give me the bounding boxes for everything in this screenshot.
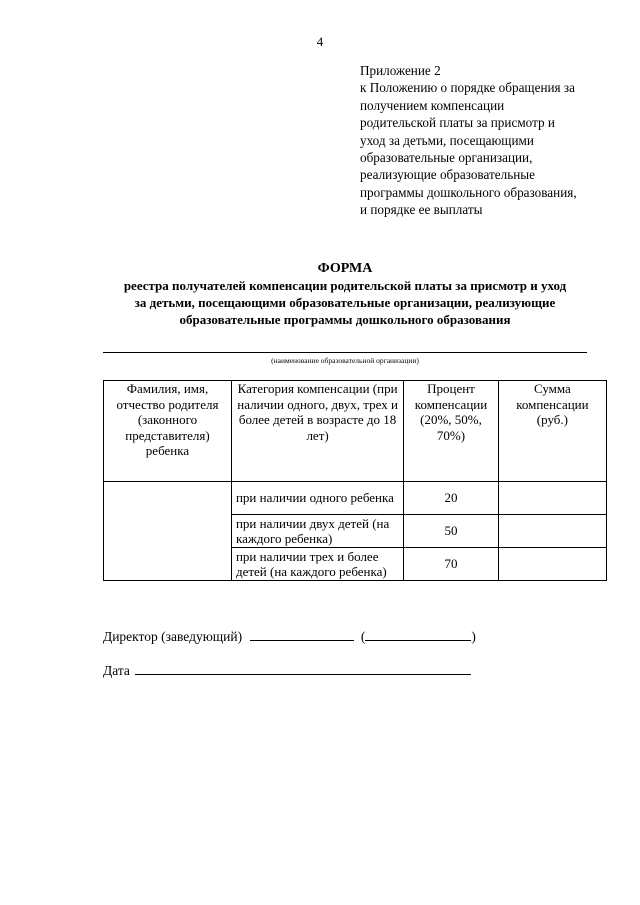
amount-cell[interactable] <box>498 515 606 548</box>
organization-name-field[interactable] <box>103 352 587 353</box>
paren-close: ) <box>471 629 476 644</box>
form-heading <box>100 260 590 328</box>
appendix-line: реализующие образовательные <box>360 167 535 183</box>
percent-cell: 70 <box>404 548 499 581</box>
category-cell: при наличии трех и более детей (на каждого ребенка) <box>231 548 403 581</box>
percent-cell: 50 <box>404 515 499 548</box>
page-number: 4 <box>316 34 324 49</box>
date-row <box>103 660 471 679</box>
amount-cell[interactable] <box>498 548 606 581</box>
header-parent-name: Фамилия, имя, отчество родителя (законного представителя) ребенка <box>104 381 232 482</box>
subtitle-line: образовательные программы дошкольного образования <box>179 312 511 327</box>
date-label: Дата <box>103 663 130 678</box>
organization-caption: (наименование образовательной организации) <box>271 356 419 365</box>
appendix-line: образовательные организации, <box>360 150 533 166</box>
paren-open: ( <box>360 629 366 644</box>
header-percent: Процент компенсации (20%, 50%, 70%) <box>404 381 499 482</box>
director-signature-field[interactable] <box>250 626 354 641</box>
appendix-line: уход за детьми, посещающими <box>360 132 534 148</box>
appendix-line: программы дошкольного образования, <box>360 184 577 200</box>
header-amount: Сумма компенсации (руб.) <box>498 381 606 482</box>
subtitle-line: за детьми, посещающими образовательные организации, реализующие <box>134 295 556 310</box>
appendix-line: к Положению о порядке обращения за <box>360 80 575 96</box>
director-signature-row <box>103 626 476 645</box>
appendix-line: родительской платы за присмотр и <box>360 115 555 131</box>
amount-cell[interactable] <box>498 482 606 515</box>
form-subtitle <box>100 277 590 328</box>
header-category: Категория компенсации (при наличии одного, двух, трех и более детей в возрасте до 18 лет) <box>231 381 403 482</box>
appendix-line: и порядке ее выплаты <box>360 202 483 218</box>
category-cell: при наличии двух детей (на каждого ребенка) <box>231 515 403 548</box>
parent-name-cell[interactable] <box>104 482 232 581</box>
table-header-row <box>104 381 607 482</box>
category-cell: при наличии одного ребенка <box>231 482 403 515</box>
appendix-note <box>360 62 610 219</box>
date-field[interactable] <box>135 660 471 675</box>
form-title: ФОРМА <box>317 261 373 276</box>
subtitle-line: реестра получателей компенсации родительской платы за присмотр и уход <box>123 278 567 293</box>
table-row <box>104 482 607 515</box>
appendix-line: получением компенсации <box>360 97 505 113</box>
appendix-line: Приложение 2 <box>360 63 441 78</box>
director-label: Директор (заведующий) <box>103 629 243 644</box>
director-name-field[interactable] <box>365 626 471 641</box>
percent-cell: 20 <box>404 482 499 515</box>
registry-table <box>103 380 607 581</box>
